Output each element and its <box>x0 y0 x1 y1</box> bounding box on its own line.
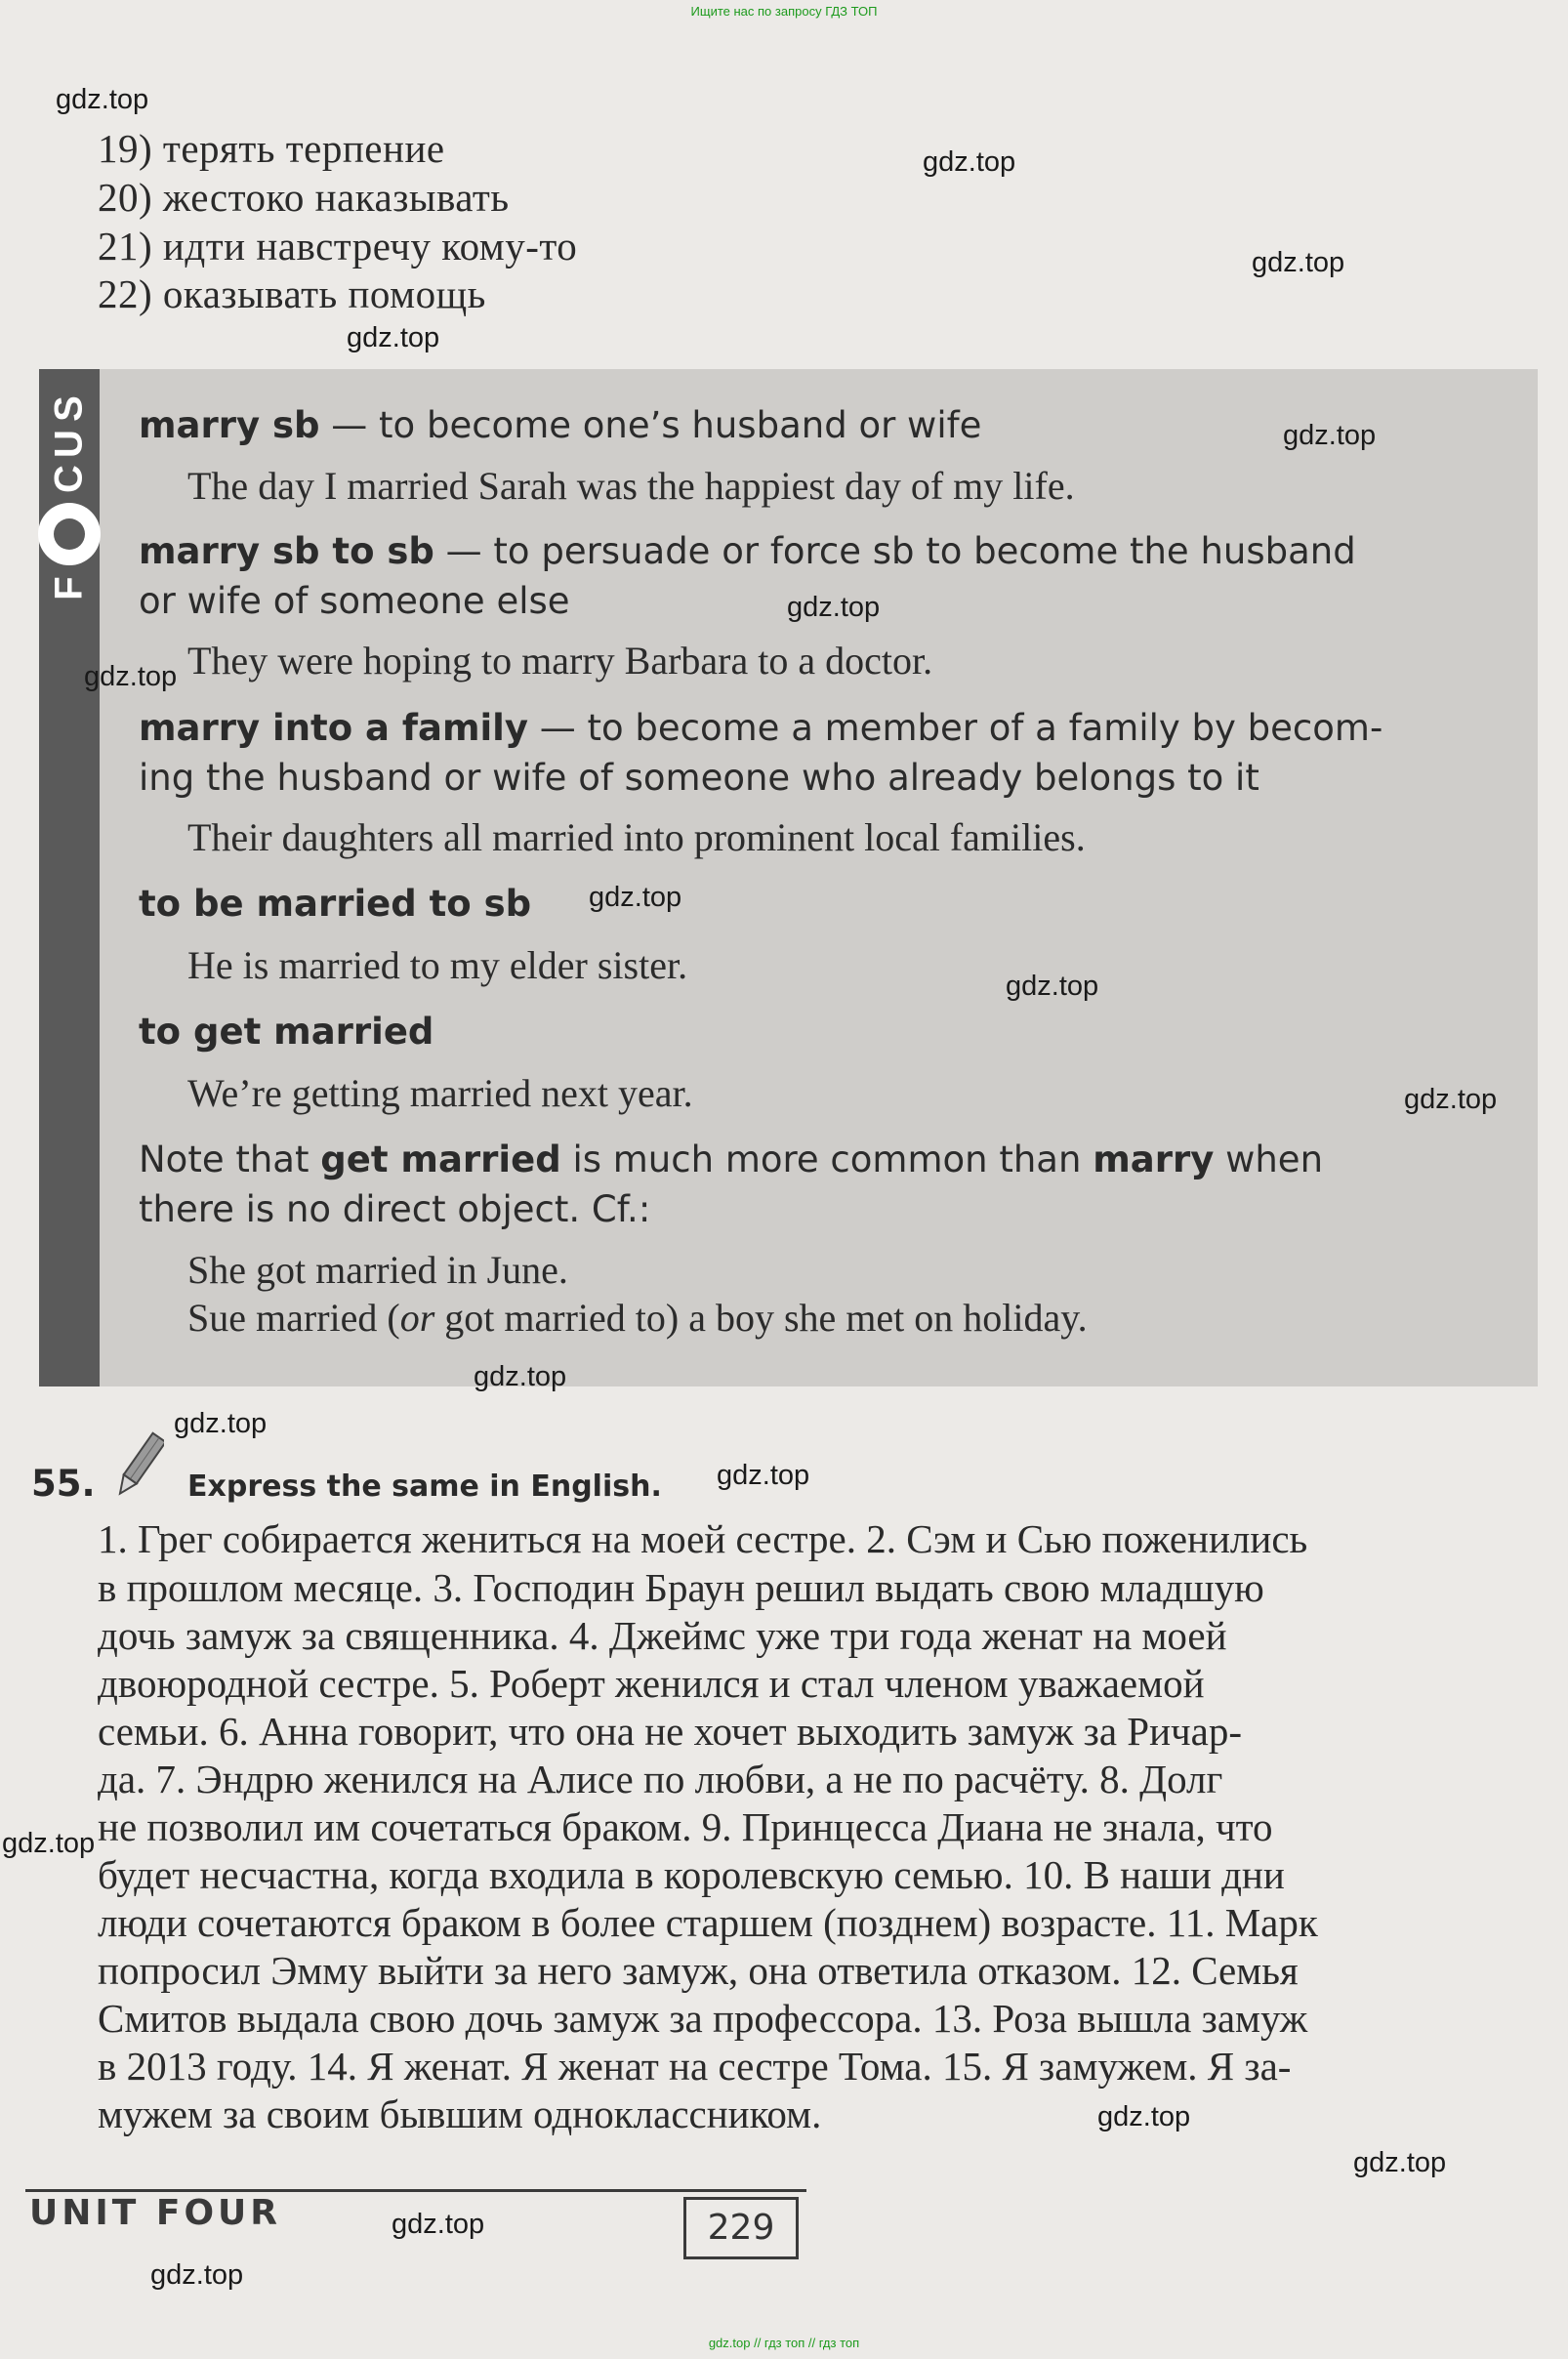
watermark[interactable]: gdz.top <box>474 1361 567 1392</box>
exercise-line: в прошлом месяце. 3. Господин Браун решил выдать свою младшую <box>98 1565 1264 1610</box>
example-text: got married to) a boy she met on holiday. <box>434 1296 1088 1340</box>
focus-term-line <box>139 1011 433 1053</box>
focus-definition: — to persuade or force sb to become the husband <box>433 530 1356 572</box>
exercise-line: мужем за своим бывшим одноклассником. <box>98 2091 822 2136</box>
watermark[interactable]: gdz.top <box>717 1460 810 1491</box>
focus-example: They were hoping to marry Barbara to a doctor. <box>187 639 933 683</box>
exercise-line: дочь замуж за священника. 4. Джеймс уже три года женат на моей <box>98 1613 1227 1658</box>
watermark[interactable]: gdz.top <box>787 592 881 623</box>
exercise-title: Express the same in English. <box>187 1469 662 1504</box>
exercise-number: 55. <box>31 1463 96 1505</box>
exercise-line: да. 7. Эндрю женился на Алисе по любви, а не по расчёту. 8. Долг <box>98 1757 1223 1801</box>
exercise-line: 1. Грег собирается жениться на моей сестре. 2. Сэм и Сью поженились <box>98 1516 1308 1561</box>
focus-definition: ing the husband or wife of someone who already belongs to it <box>139 757 1259 799</box>
watermark[interactable]: gdz.top <box>1097 2101 1191 2132</box>
watermark[interactable]: gdz.top <box>150 2259 244 2291</box>
top-banner[interactable]: Ищите нас по запросу ГДЗ ТОП <box>690 4 878 19</box>
footer-rule <box>25 2189 806 2192</box>
focus-example: Their daughters all married into prominent local families. <box>187 815 1086 859</box>
focus-term-line <box>139 404 981 446</box>
list-item: 21) идти навстречу кому-то <box>98 224 578 269</box>
watermark[interactable]: gdz.top <box>1404 1084 1498 1115</box>
focus-term-line <box>139 530 1356 572</box>
watermark[interactable]: gdz.top <box>923 146 1016 178</box>
focus-term-line <box>139 707 1382 749</box>
focus-label <box>39 371 100 664</box>
focus-o-icon <box>43 508 96 560</box>
focus-term: to be married to sb <box>139 883 532 925</box>
watermark[interactable]: gdz.top <box>1283 420 1377 451</box>
watermark[interactable]: gdz.top <box>347 322 440 353</box>
watermark[interactable]: gdz.top <box>1353 2147 1447 2178</box>
focus-definition: — to become one’s husband or wife <box>319 404 982 446</box>
list-item: 20) жестоко наказывать <box>98 175 510 220</box>
focus-example: She got married in June. <box>187 1248 568 1292</box>
page-number: 229 <box>683 2197 799 2259</box>
focus-example: He is married to my elder sister. <box>187 943 688 987</box>
list-item: 19) терять терпение <box>98 126 445 171</box>
note-text: Note that <box>139 1138 321 1180</box>
note-text: when <box>1214 1138 1324 1180</box>
focus-definition: there is no direct object. Cf.: <box>139 1188 651 1230</box>
focus-definition: — to become a member of a family by becom- <box>527 707 1383 749</box>
focus-box <box>39 369 1538 1386</box>
example-text: Sue married ( <box>187 1296 400 1340</box>
focus-letter: S <box>47 395 91 422</box>
exercise-line: в 2013 году. 14. Я женат. Я женат на сестре Тома. 15. Я замужем. Я за- <box>98 2044 1292 2089</box>
watermark[interactable]: gdz.top <box>174 1408 268 1439</box>
exercise-line: люди сочетаются браком в более старшем (позднем) возрасте. 11. Марк <box>98 1900 1318 1945</box>
focus-letter: F <box>47 576 91 600</box>
note-bold: marry <box>1093 1138 1215 1180</box>
exercise-line: будет несчастна, когда входила в королевскую семью. 10. В наши дни <box>98 1852 1285 1897</box>
focus-example: We’re getting married next year. <box>187 1071 693 1115</box>
exercise-line: Смитов выдала свою дочь замуж за профессора. 13. Роза вышла замуж <box>98 1996 1308 2041</box>
focus-example: The day I married Sarah was the happiest day of my life. <box>187 464 1075 508</box>
example-italic: or <box>399 1296 435 1340</box>
focus-term: marry sb <box>139 404 320 446</box>
watermark[interactable]: gdz.top <box>589 882 682 913</box>
focus-term: to get married <box>139 1011 434 1053</box>
exercise-line: семьи. 6. Анна говорит, что она не хочет выходить замуж за Ричар- <box>98 1709 1243 1754</box>
unit-label: UNIT FOUR <box>29 2193 281 2233</box>
exercise-line: двоюродной сестре. 5. Роберт женился и стал членом уважаемой <box>98 1661 1205 1706</box>
focus-definition: or wife of someone else <box>139 580 570 622</box>
watermark[interactable]: gdz.top <box>392 2209 485 2240</box>
note-bold: get married <box>320 1138 561 1180</box>
focus-note <box>139 1138 1323 1180</box>
focus-term: marry sb to sb <box>139 530 434 572</box>
pencil-icon <box>115 1428 164 1504</box>
watermark[interactable]: gdz.top <box>84 661 178 692</box>
focus-example <box>187 1295 1088 1341</box>
note-text: is much more common than <box>560 1138 1093 1180</box>
focus-term: marry into a family <box>139 707 528 749</box>
bottom-banner[interactable]: gdz.top // гдз топ // гдз топ <box>708 2336 860 2350</box>
focus-letter: C <box>47 465 91 493</box>
list-item: 22) оказывать помощь <box>98 271 486 316</box>
watermark[interactable]: gdz.top <box>1006 971 1099 1002</box>
exercise-line: не позволил им сочетаться браком. 9. Принцесса Диана не знала, что <box>98 1804 1273 1849</box>
watermark[interactable]: gdz.top <box>2 1828 96 1859</box>
exercise-line: попросил Эмму выйти за него замуж, она ответила отказом. 12. Семья <box>98 1948 1299 1993</box>
focus-term-line <box>139 883 531 925</box>
focus-letter: U <box>47 430 91 458</box>
watermark[interactable]: gdz.top <box>1252 247 1345 278</box>
watermark[interactable]: gdz.top <box>56 84 149 115</box>
